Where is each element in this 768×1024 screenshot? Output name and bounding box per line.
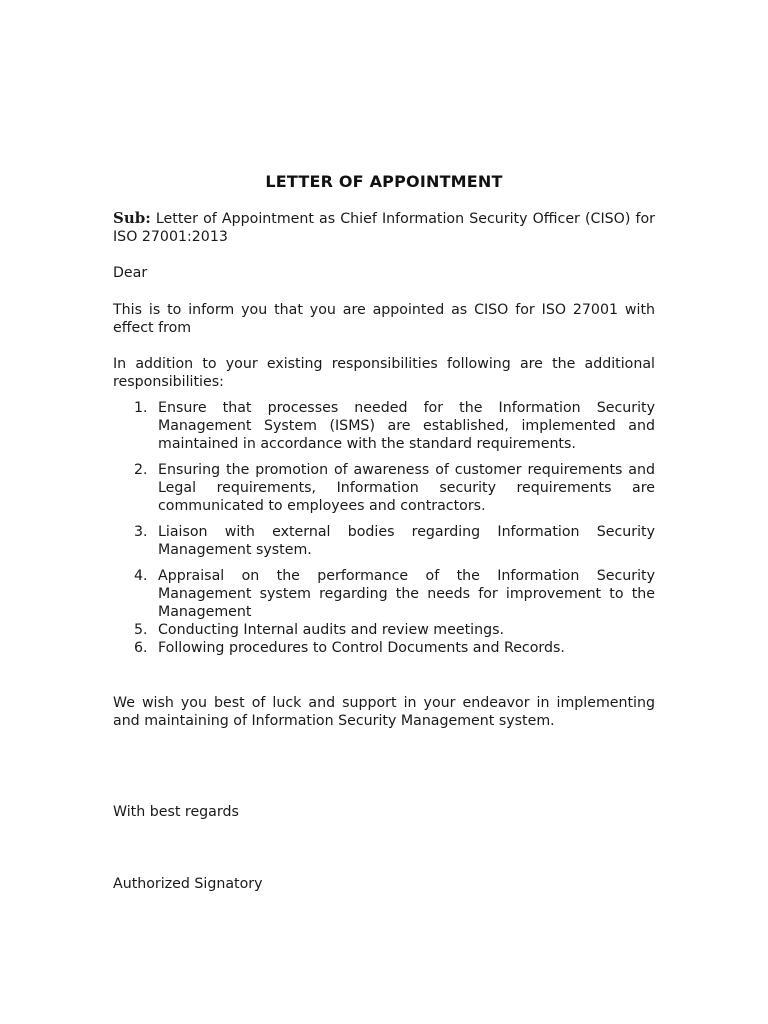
list-item [113, 567, 655, 621]
subject-text: Letter of Appointment as Chief Information Security Officer (CISO) for ISO 27001:2013 [113, 211, 655, 245]
list-item-text: Ensuring the promotion of awareness of customer requirements and Legal requirements, Information security requirements are communicated to employees and contractors. [158, 462, 655, 514]
list-item-number: 6. [134, 640, 148, 656]
list-item [113, 523, 655, 559]
list-item-text: Conducting Internal audits and review meetings. [158, 622, 504, 638]
list-item-number: 3. [134, 524, 148, 540]
list-item-text: Ensure that processes needed for the Information Security Management System (ISMS) are established, implemented and maintained in accordance with the standard requirements. [158, 400, 655, 452]
list-item [113, 461, 655, 515]
list-item [113, 639, 655, 657]
list-item [113, 621, 655, 639]
subject-line [113, 209, 655, 246]
list-item-text: Liaison with external bodies regarding Information Security Management system. [158, 524, 655, 558]
salutation: Dear [113, 265, 148, 281]
list-item-number: 1. [134, 400, 148, 416]
document-title: LETTER OF APPOINTMENT [265, 172, 503, 191]
list-item-text: Appraisal on the performance of the Information Security Management system regarding the needs for improvement to the Management [158, 568, 655, 620]
list-item-number: 2. [134, 462, 148, 478]
responsibilities-list [113, 399, 655, 657]
subject-label: Sub: [113, 209, 151, 227]
intro-paragraph: This is to inform you that you are appointed as CISO for ISO 27001 with effect from [113, 302, 655, 336]
closing-paragraph: We wish you best of luck and support in your endeavor in implementing and maintaining of Information Security Management system. [113, 695, 655, 729]
list-item-number: 4. [134, 568, 148, 584]
list-item-number: 5. [134, 622, 148, 638]
responsibilities-intro: In addition to your existing responsibilities following are the additional responsibilities: [113, 356, 655, 390]
closing: With best regards [113, 804, 239, 820]
list-item [113, 399, 655, 453]
signatory: Authorized Signatory [113, 876, 263, 892]
list-item-text: Following procedures to Control Documents and Records. [158, 640, 565, 656]
